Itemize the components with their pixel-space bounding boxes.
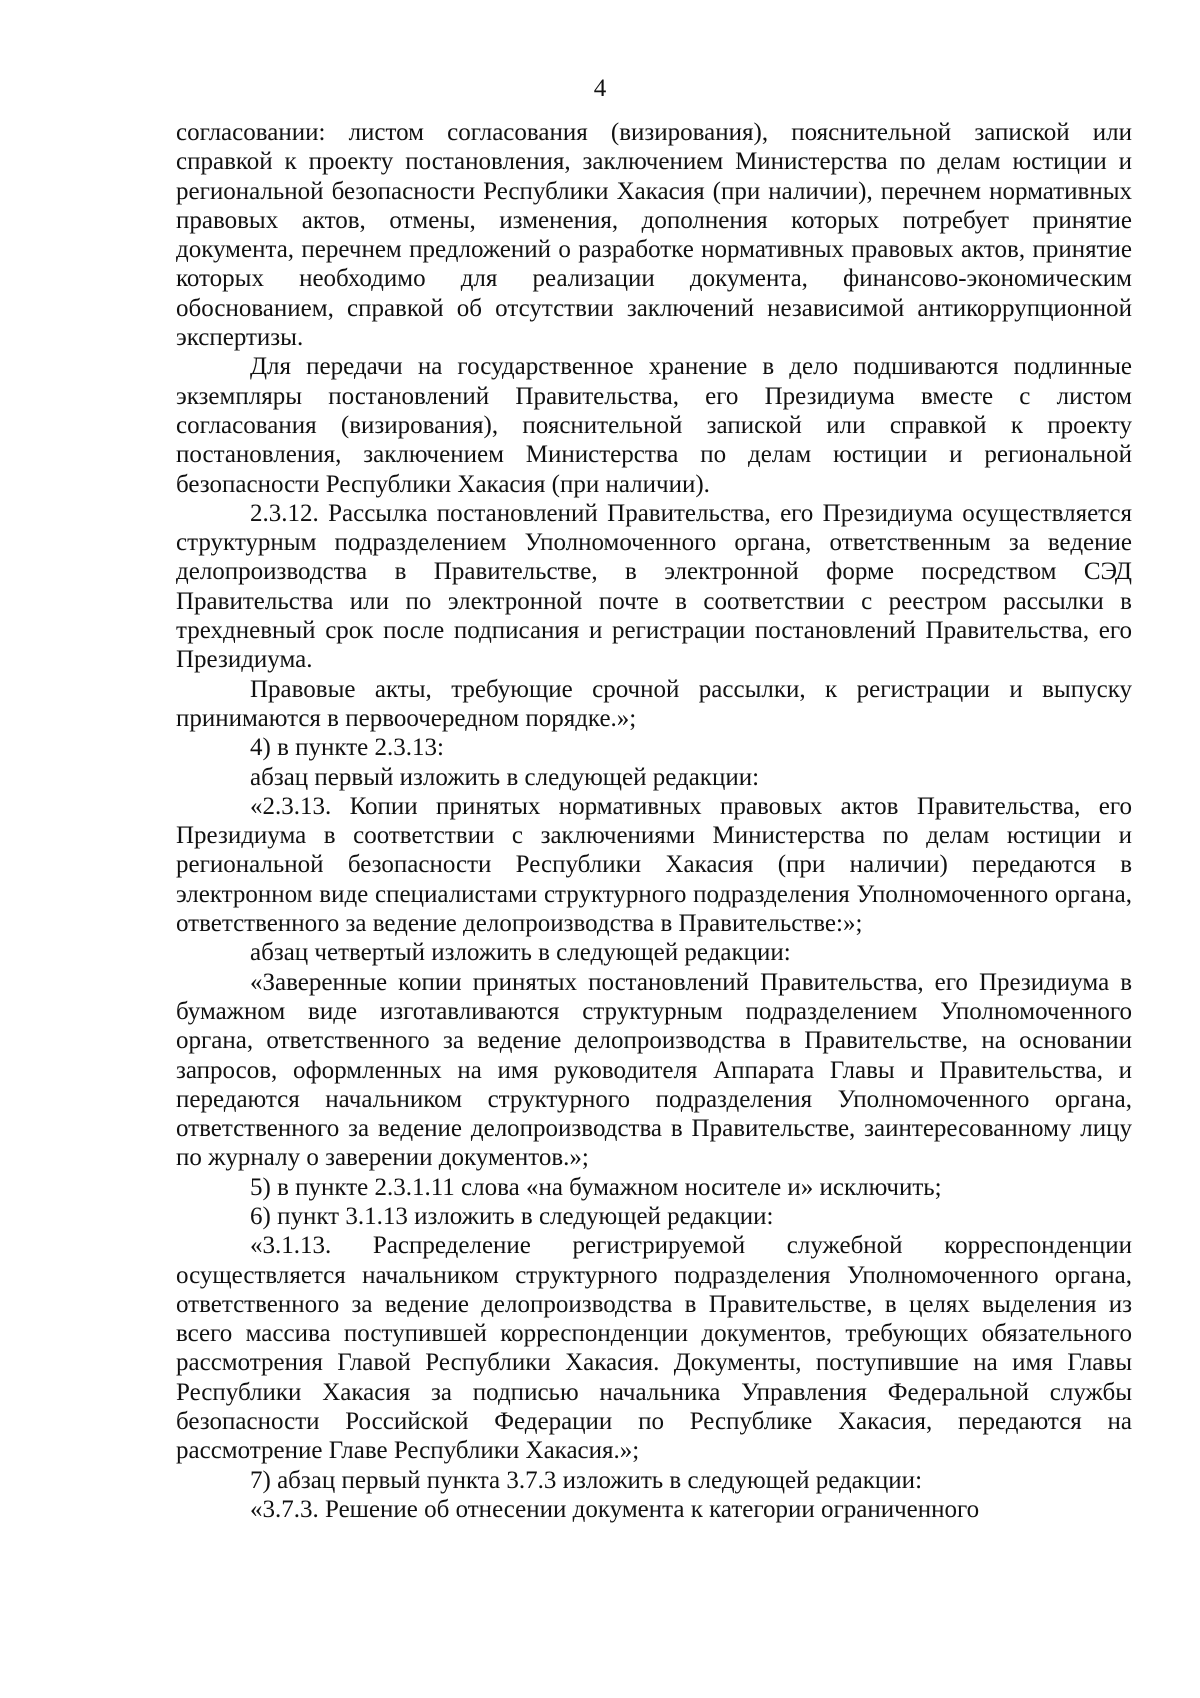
paragraph: 4) в пункте 2.3.13: [250,734,444,762]
paragraph: согласовании: листом согласования (визирования), пояснительной запиской или справкой к проекту постановления, заключением Министерства по делам юстиции и региональной безопасности Республики Хакасия (при наличии), перечнем нормативных правовых актов, отмены, изменения, дополнения которых потребует принятие документа, перечнем предложений о разработке нормативных правовых актов, принятие которых необходимо для реализации документа, финансово-экономическим обоснованием, справкой об отсутствии заключений независимой антикоррупционной экспертизы. [176,119,1132,352]
paragraph: 7) абзац первый пункта 3.7.3 изложить в следующей редакции: [250,1466,923,1494]
page-number: 4 [593,75,607,102]
paragraph: Правовые акты, требующие срочной рассылки, к регистрации и выпуску принимаются в первоочередном порядке.»; [176,675,1132,732]
paragraph: «Заверенные копии принятых постановлений Правительства, его Президиума в бумажном виде изготавливаются структурным подразделением Уполномоченного органа, ответственного за ведение делопроизводства в Правительстве, на основании запросов, оформленных на имя руководителя Аппарата Главы и Правительства, и передаются начальником структурного подразделения Уполномоченного органа, ответственного за ведение делопроизводства в Правительстве, заинтересованному лицу по журналу о заверении документов.»; [176,968,1132,1172]
paragraph: Для передачи на государственное хранение в дело подшиваются подлинные экземпляры постановлений Правительства, его Президиума вместе с листом согласования (визирования), пояснительной запиской или справкой к проекту постановления, заключением Министерства по делам юстиции и региональной безопасности Республики Хакасия (при наличии). [176,353,1132,498]
paragraph: абзац первый изложить в следующей редакции: [250,763,760,791]
paragraph: 6) пункт 3.1.13 изложить в следующей редакции: [250,1202,774,1230]
paragraph: 2.3.12. Рассылка постановлений Правительства, его Президиума осуществляется структурным подразделением Уполномоченного органа, ответственным за ведение делопроизводства в Правительстве, в электронной форме посредством СЭД Правительства или по электронной почте в соответствии с реестром рассылки в трехдневный срок после подписания и регистрации постановлений Правительства, его Президиума. [176,499,1132,674]
paragraph: «3.1.13. Распределение регистрируемой служебной корреспонденции осуществляется начальником структурного подразделения Уполномоченного органа, ответственного за ведение делопроизводства в Правительстве, в целях выделения из всего массива поступившей корреспонденции документов, требующих обязательного рассмотрения Главой Республики Хакасия. Документы, поступившие на имя Главы Республики Хакасия за подписью начальника Управления Федеральной службы безопасности Российской Федерации по Республике Хакасия, передаются на рассмотрение Главе Республики Хакасия.»; [176,1232,1132,1465]
paragraph: 5) в пункте 2.3.1.11 слова «на бумажном носителе и» исключить; [250,1173,942,1201]
paragraph: «3.7.3. Решение об отнесении документа к категории ограниченного [250,1495,980,1523]
paragraph: «2.3.13. Копии принятых нормативных правовых актов Правительства, его Президиума в соответствии с заключениями Министерства по делам юстиции и региональной безопасности Республики Хакасия (при наличии) передаются в электронном виде специалистами структурного подразделения Уполномоченного органа, ответственного за ведение делопроизводства в Правительстве:»; [176,792,1132,938]
paragraph: абзац четвертый изложить в следующей редакции: [250,939,791,967]
document-body [176,118,1132,1524]
